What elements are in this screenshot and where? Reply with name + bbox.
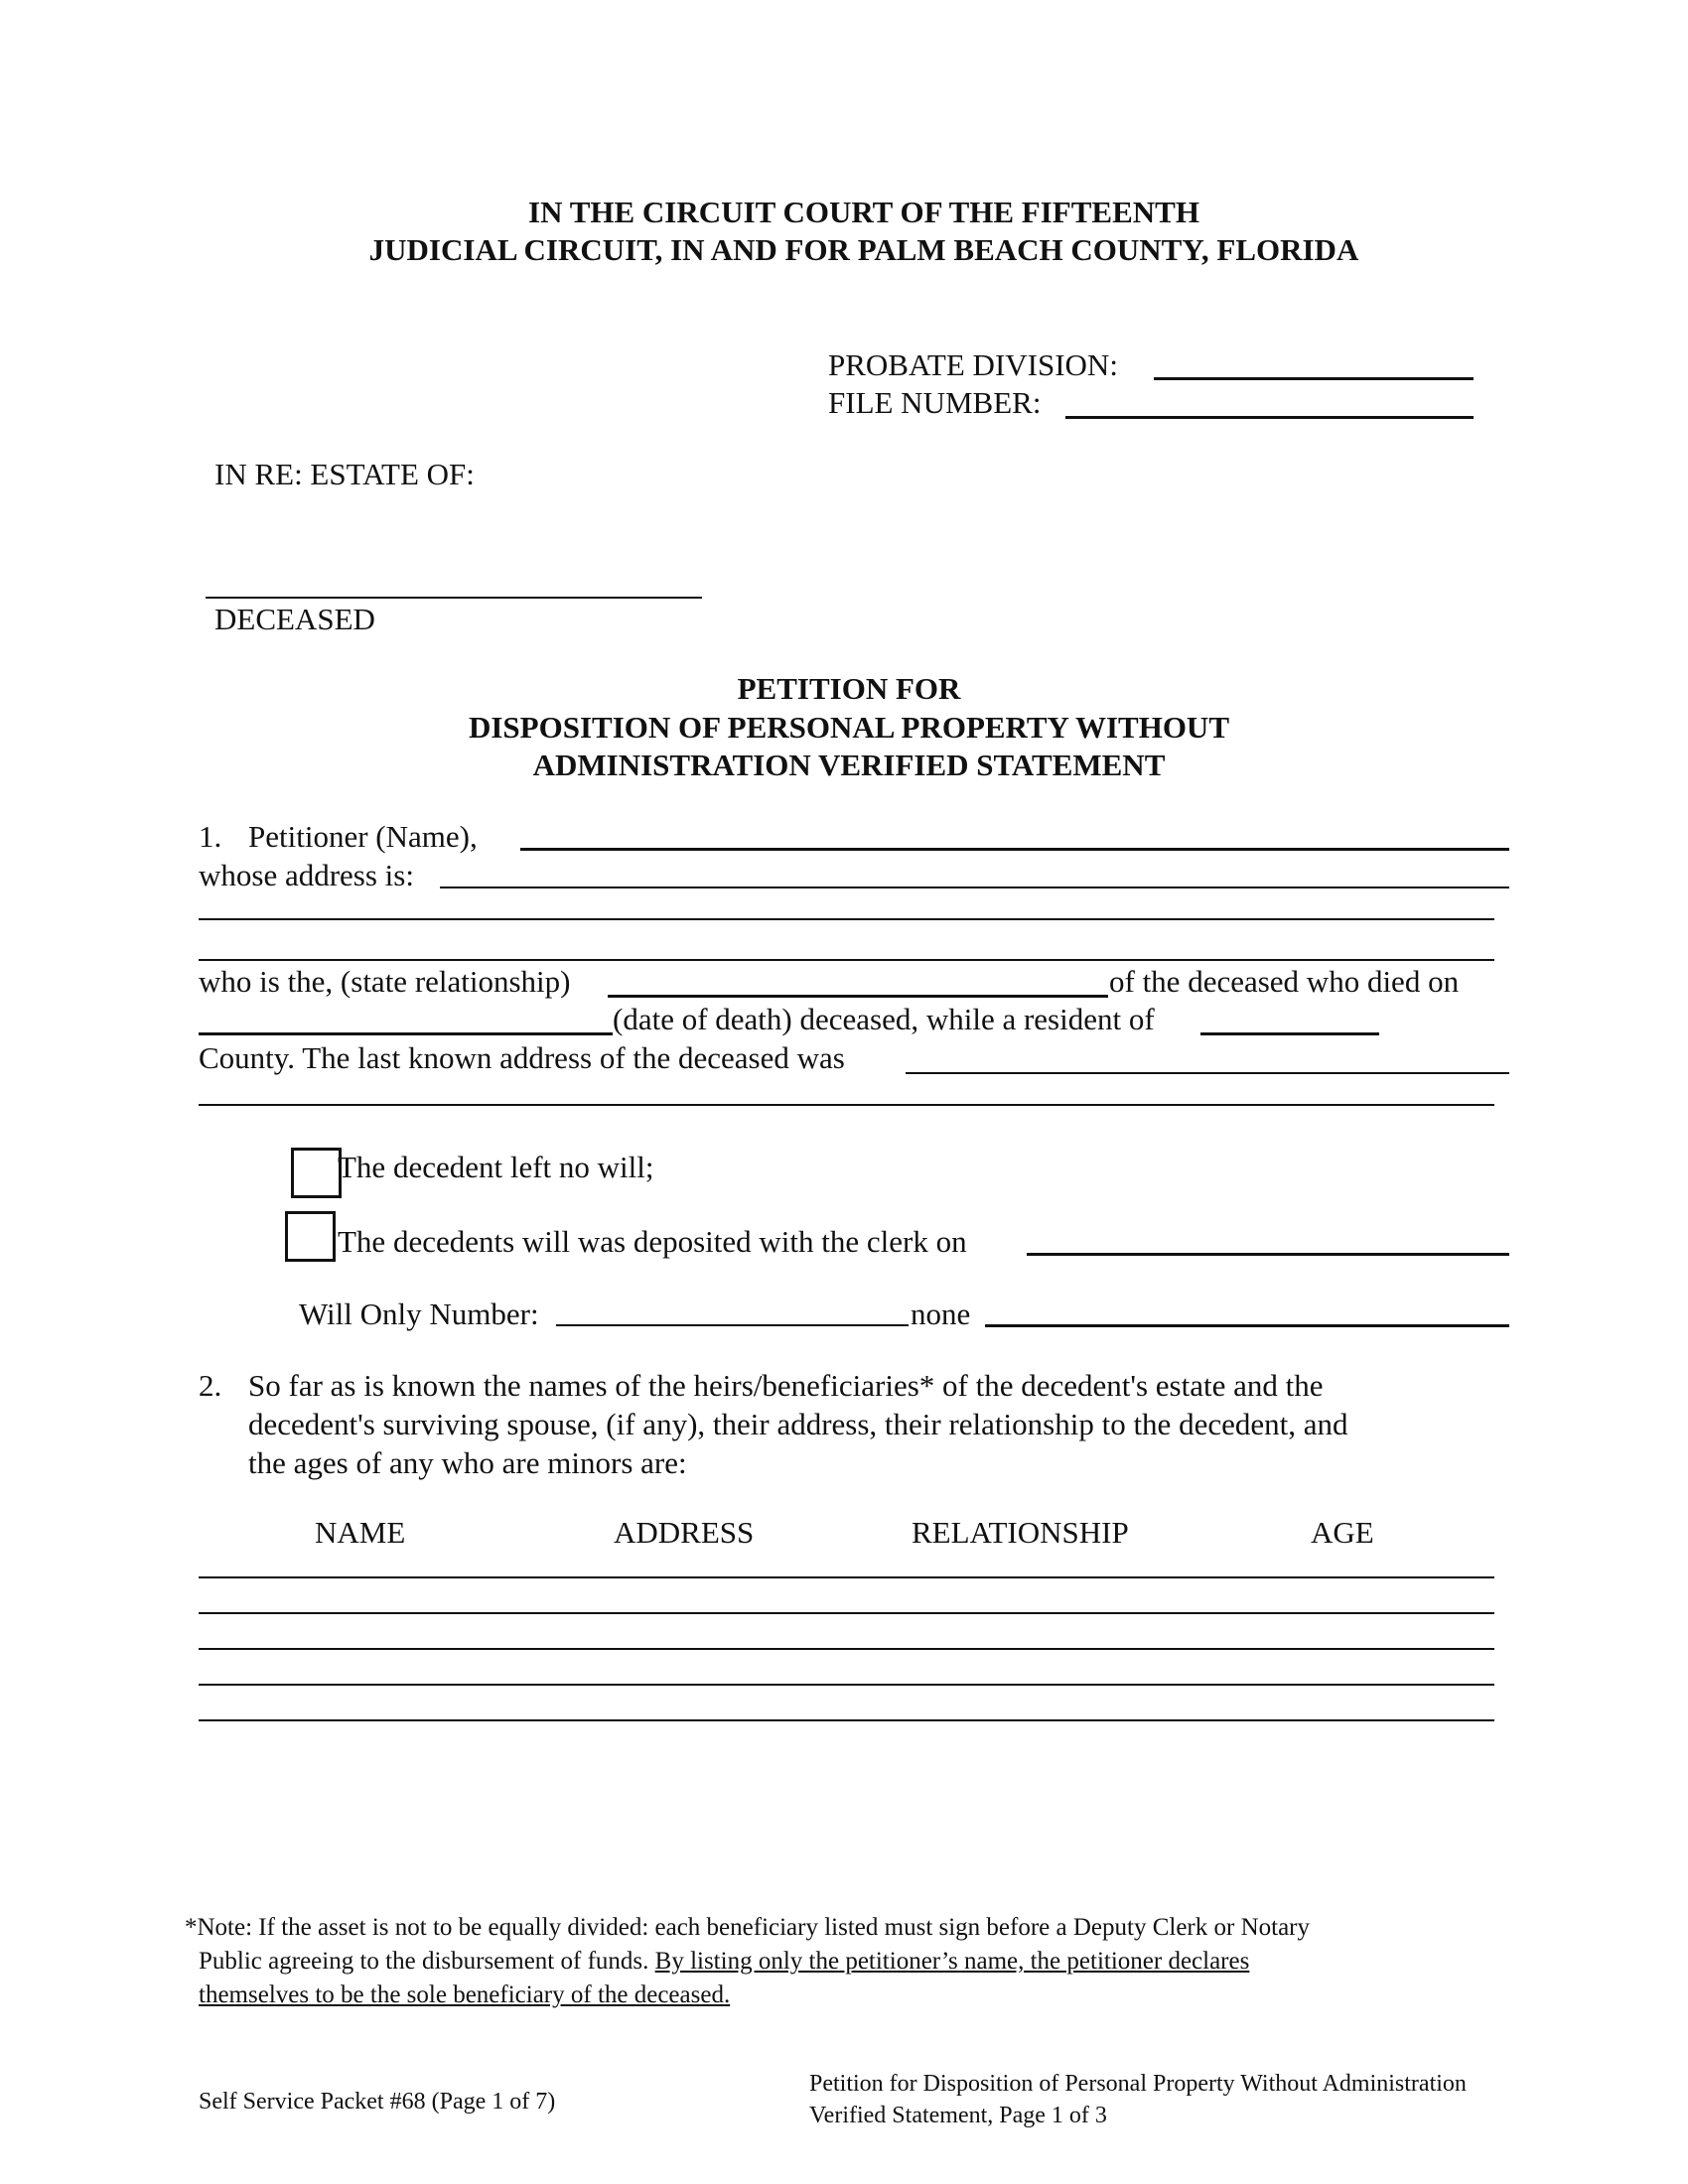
file-number-field[interactable] (1065, 416, 1474, 419)
section2-text-line3: the ages of any who are minors are: (248, 1445, 687, 1480)
petitioner-name-field[interactable] (520, 848, 1509, 851)
relationship-field[interactable] (608, 995, 1108, 998)
in-re-estate-label: IN RE: ESTATE OF: (214, 457, 475, 491)
relationship-label: who is the, (state relationship) (199, 964, 571, 999)
petition-title-line2: DISPOSITION OF PERSONAL PROPERTY WITHOUT (468, 710, 1229, 745)
address-label: whose address is: (199, 858, 414, 892)
last-address-field-1[interactable] (906, 1072, 1509, 1074)
note-line2 (199, 1949, 1249, 1974)
footer-page-label: Verified Statement, Page 1 of 3 (809, 2103, 1107, 2128)
petition-title-line3: ADMINISTRATION VERIFIED STATEMENT (532, 748, 1166, 782)
address-field-3[interactable] (199, 959, 1494, 961)
column-header-age: AGE (1311, 1515, 1374, 1550)
note-line3-underlined: themselves to be the sole beneficiary of the deceased. (199, 1981, 731, 2008)
note-line2-plain: Public agreeing to the disbursement of funds. (199, 1948, 655, 1975)
heir-row-line-4[interactable] (199, 1684, 1494, 1686)
petitioner-name-label: Petitioner (Name), (248, 819, 478, 854)
file-number-label: FILE NUMBER: (828, 385, 1042, 420)
probate-division-label: PROBATE DIVISION: (828, 347, 1118, 382)
note-line2-underlined: By listing only the petitioner’s name, the petitioner declares (654, 1948, 1250, 1975)
decedent-name-field[interactable] (206, 597, 702, 599)
last-address-label: County. The last known address of the deceased was (199, 1040, 845, 1075)
will-deposited-checkbox[interactable] (285, 1211, 336, 1262)
note-line1: *Note: If the asset is not to be equally divided: each beneficiary listed must sign before a Deputy Clerk or Notary (185, 1914, 1311, 1941)
deceased-label: DECEASED (214, 602, 375, 636)
address-field-1[interactable] (440, 887, 1509, 888)
date-of-death-field[interactable] (199, 1032, 613, 1035)
section1-number: 1. (199, 819, 222, 854)
column-header-address: ADDRESS (614, 1515, 755, 1550)
heir-row-line-5[interactable] (199, 1719, 1494, 1721)
heir-row-line-1[interactable] (199, 1576, 1494, 1578)
column-header-relationship: RELATIONSHIP (912, 1515, 1129, 1550)
will-deposited-date-field[interactable] (1027, 1253, 1509, 1256)
probate-division-field[interactable] (1154, 377, 1474, 380)
column-header-name: NAME (315, 1515, 406, 1550)
none-label: none (911, 1297, 971, 1331)
county-field[interactable] (1200, 1032, 1379, 1035)
section2-text-line1: So far as is known the names of the heirs/beneficiaries* of the decedent's estate and the (248, 1368, 1324, 1403)
date-of-death-label: (date of death) deceased, while a resident of (613, 1002, 1155, 1036)
section2-number: 2. (199, 1368, 222, 1403)
will-only-number-label: Will Only Number: (299, 1297, 539, 1331)
no-will-checkbox[interactable] (291, 1148, 342, 1198)
footer-form-title: Petition for Disposition of Personal Property Without Administration (809, 2071, 1467, 2097)
address-field-2[interactable] (199, 918, 1494, 920)
will-deposited-label: The decedents will was deposited with the clerk on (338, 1224, 967, 1259)
died-on-label: of the deceased who died on (1109, 964, 1460, 999)
petition-title-line1: PETITION FOR (737, 671, 961, 706)
no-will-label: The decedent left no will; (338, 1150, 654, 1184)
heir-row-line-3[interactable] (199, 1648, 1494, 1650)
court-header-line1: IN THE CIRCUIT COURT OF THE FIFTEENTH (528, 195, 1199, 229)
none-field[interactable] (985, 1324, 1509, 1327)
will-only-number-field[interactable] (556, 1324, 909, 1326)
last-address-field-2[interactable] (199, 1104, 1494, 1106)
section2-text-line2: decedent's surviving spouse, (if any), their address, their relationship to the decedent, and (248, 1407, 1348, 1441)
heir-row-line-2[interactable] (199, 1612, 1494, 1614)
footer-packet-label: Self Service Packet #68 (Page 1 of 7) (199, 2089, 556, 2115)
court-header-line2: JUDICIAL CIRCUIT, IN AND FOR PALM BEACH COUNTY, FLORIDA (368, 232, 1359, 267)
note-line3 (199, 1982, 730, 2007)
